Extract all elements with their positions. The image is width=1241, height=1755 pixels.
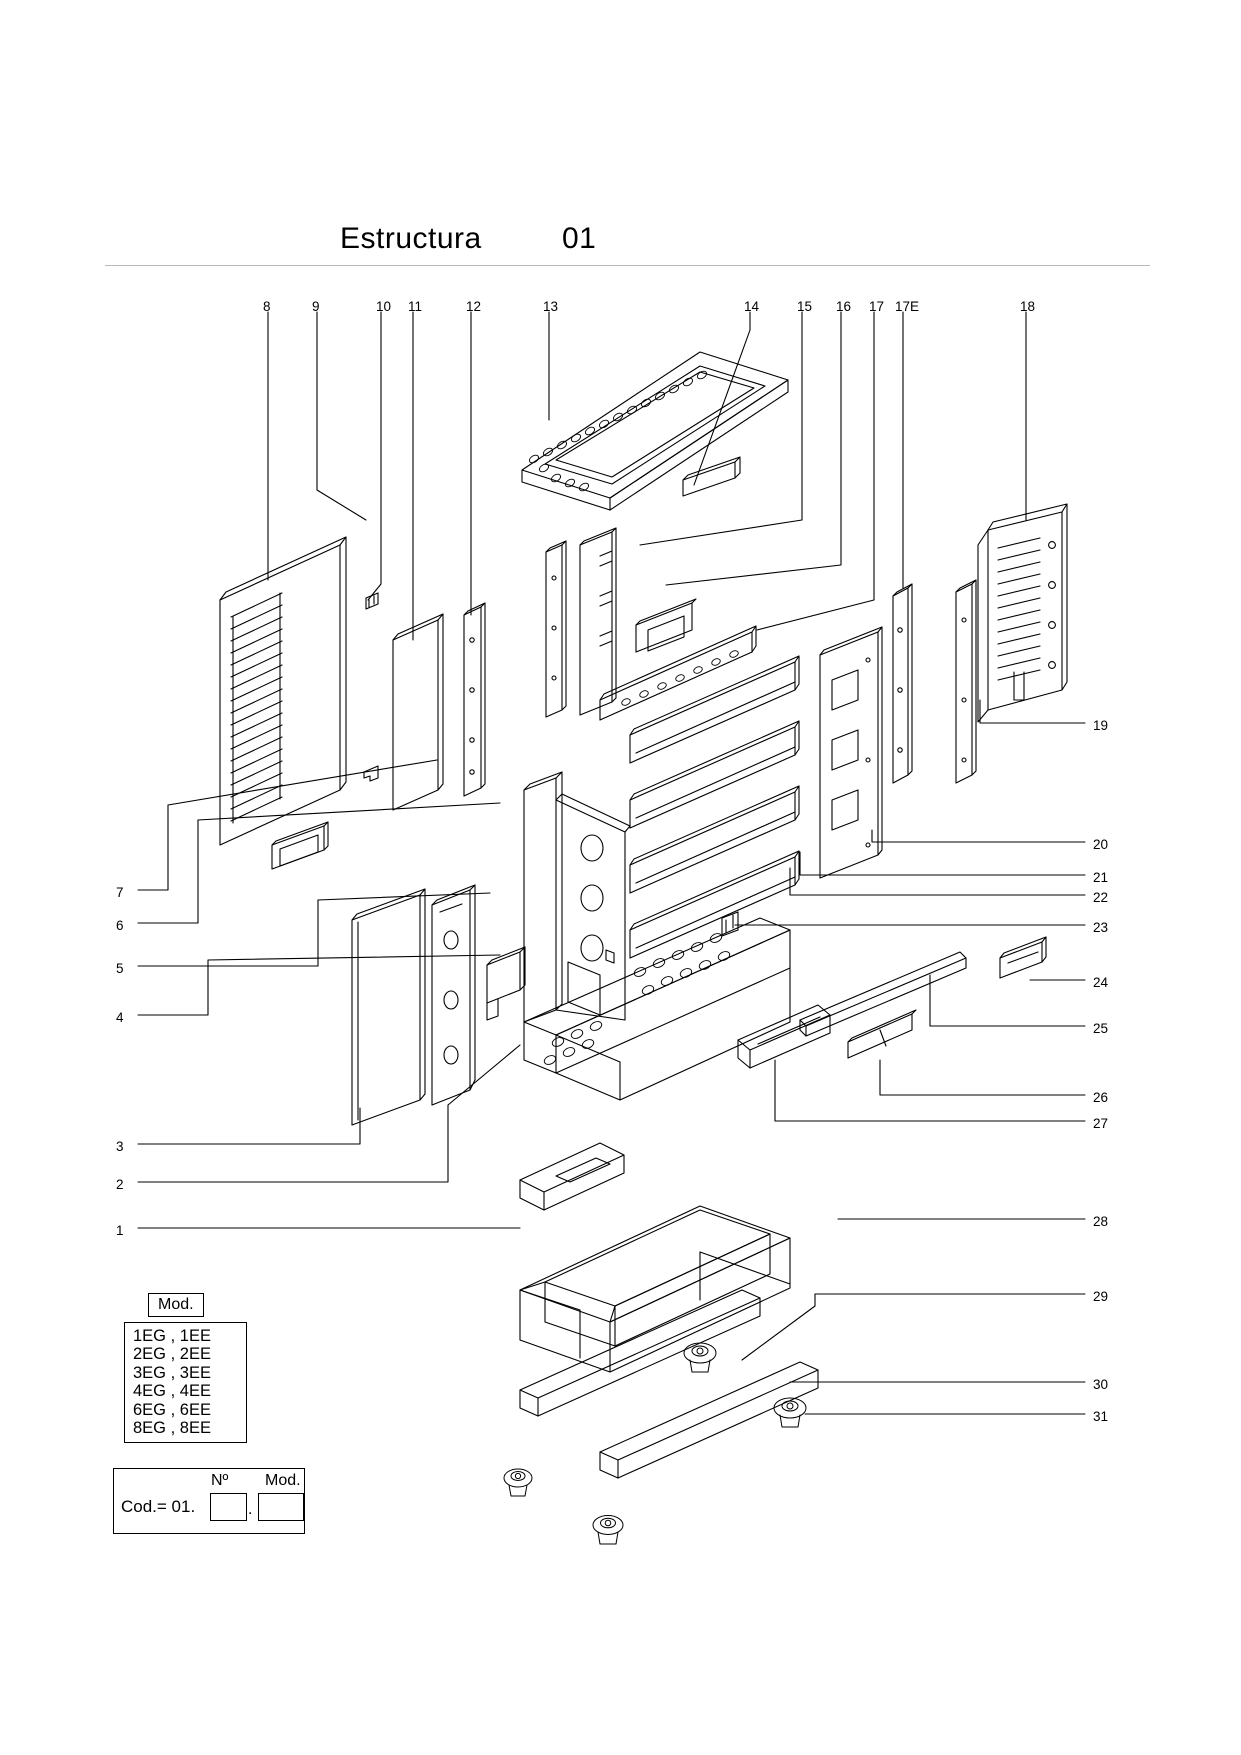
callout-8: 8 [263,299,271,314]
model-row: 1EG , 1EE [133,1327,211,1345]
callout-30: 30 [1093,1377,1109,1392]
callout-19: 19 [1093,718,1109,733]
model-legend-header: Mod. [148,1293,204,1317]
callout-12: 12 [466,299,482,314]
code-no-field[interactable] [210,1493,247,1521]
callout-21: 21 [1093,870,1109,885]
model-row: 6EG , 6EE [133,1400,211,1419]
callout-11: 11 [408,299,423,314]
callout-2: 2 [116,1177,124,1192]
code-column-mod-label: Mod. [265,1472,301,1489]
model-row: 4EG , 4EE [133,1382,211,1401]
model-row: 3EG , 3EE [133,1363,211,1382]
callout-23: 23 [1093,920,1109,935]
callout-27: 27 [1093,1116,1109,1131]
callout-6: 6 [116,918,124,933]
callout-13: 13 [543,299,559,314]
callout-3: 3 [116,1139,124,1154]
callout-15: 15 [797,299,813,314]
callout-17: 17 [869,299,885,314]
model-legend-list [124,1322,247,1443]
callout-26: 26 [1093,1090,1109,1105]
code-column-no-label: Nº [211,1472,229,1489]
callout-31: 31 [1093,1409,1109,1424]
callout-28: 28 [1093,1214,1109,1229]
callout-24: 24 [1093,975,1109,990]
callout-9: 9 [312,299,320,314]
model-row: 8EG , 8EE [133,1419,211,1438]
page-title-number: 01 [562,222,597,255]
callout-29: 29 [1093,1289,1109,1304]
callout-20: 20 [1093,837,1109,852]
callout-17e: 17E [895,299,920,314]
callout-5: 5 [116,961,124,976]
code-prefix-label: Cod.= 01. [121,1497,196,1516]
callout-7: 7 [116,885,124,900]
callout-18: 18 [1020,299,1036,314]
code-mod-field[interactable] [258,1493,304,1521]
callout-25: 25 [1093,1021,1109,1036]
code-separator: . [248,1501,253,1518]
page-title: Estructura [340,222,482,255]
callout-22: 22 [1093,890,1109,905]
callout-16: 16 [836,299,852,314]
callout-1: 1 [116,1223,124,1238]
model-row: 2EG , 2EE [133,1345,211,1364]
callout-14: 14 [744,299,760,314]
callout-4: 4 [116,1010,124,1025]
callout-10: 10 [376,299,392,314]
